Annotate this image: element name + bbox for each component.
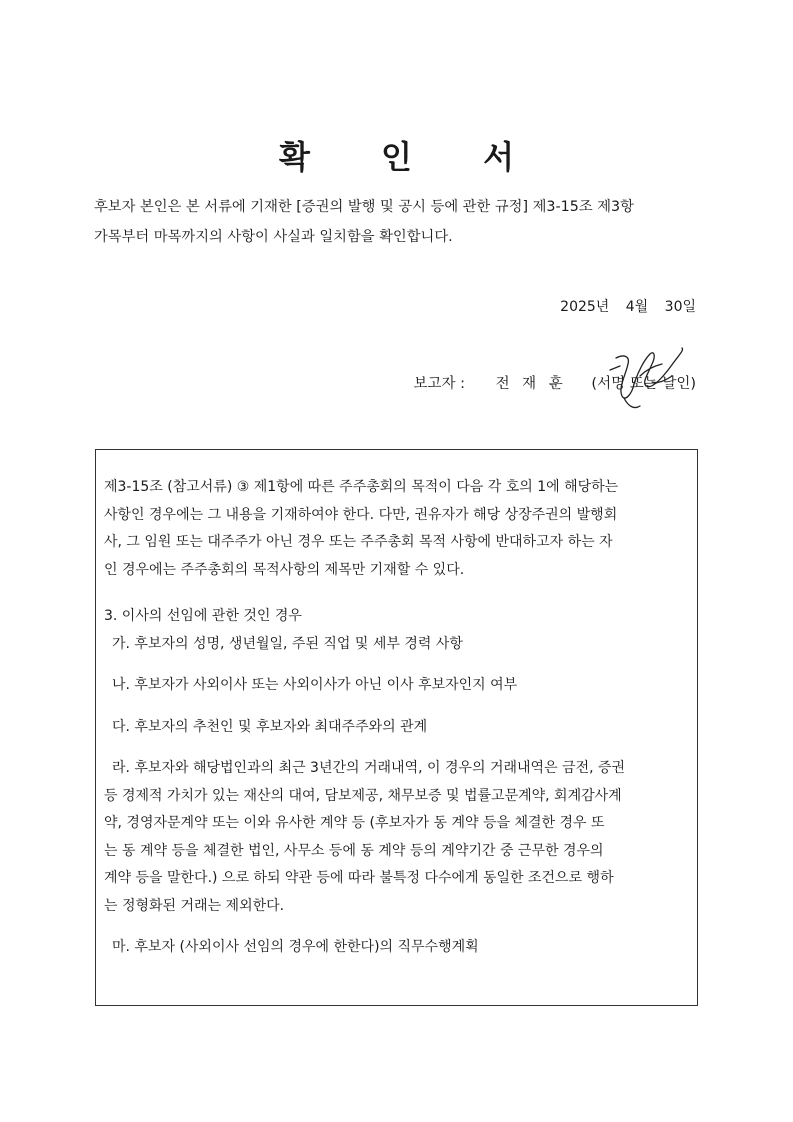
section-heading: 3. 이사의 선임에 관한 것인 경우: [104, 608, 302, 624]
document-date: [556, 296, 696, 316]
list-item-ra-cont: 는 정형화된 거래는 제외한다.: [104, 897, 285, 914]
list-item-na: 나. 후보자가 사외이사 또는 사외이사가 아닌 이사 후보자인지 여부: [112, 677, 518, 693]
list-item-ra-cont: 등 경제적 가치가 있는 재산의 대여, 담보제공, 채무보증 및 법률고문계약, 회계감사계: [104, 787, 622, 804]
regulation-line: 사항인 경우에는 그 내용을 기재하여야 한다. 다만, 권유자가 해당 상장주권의 발행회: [104, 506, 618, 523]
list-item-ra-cont: 계약 등을 말한다.) 으로 하되 약관 등에 따라 불특정 다수에게 동일한 조건으로 행하: [104, 870, 614, 886]
reporter-label: 보고자 :: [413, 376, 465, 392]
sign-note: (서명 또는 날인): [591, 376, 696, 392]
reference-regulation-box: [95, 449, 698, 1006]
date-year: 2025년: [560, 299, 610, 315]
list-item-ma: 마. 후보자 (사외이사 선임의 경우에 한한다)의 직무수행계획: [112, 939, 479, 955]
statement-line: 가목부터 마목까지의 사항이 사실과 일치함을 확인합니다.: [94, 229, 453, 245]
list-item-ga: 가. 후보자의 성명, 생년월일, 주된 직업 및 세부 경력 사항: [112, 635, 463, 652]
list-item-ra-cont: 약, 경영자문계약 또는 이와 유사한 계약 등 (후보자가 동 계약 등을 체결한 경우 또: [104, 815, 605, 831]
list-item-ra: 라. 후보자와 해당법인과의 최근 3년간의 거래내역, 이 경우의 거래내역은 금전, 증권: [112, 760, 626, 776]
reference-text: [104, 474, 690, 962]
confirmation-statement: [94, 192, 698, 252]
statement-line: 후보자 본인은 본 서류에 기재한 [증권의 발행 및 공시 등에 관한 규정] 제3-15조 제3항: [94, 199, 634, 215]
regulation-line: 사, 그 임원 또는 대주주가 아닌 경우 또는 주주총회 목적 사항에 반대하고자 하는 자: [104, 534, 613, 550]
handwritten-signature: [594, 336, 694, 416]
reporter-name: 전 재 훈: [495, 376, 567, 392]
date-day: 30일: [664, 299, 696, 315]
regulation-line: 인 경우에는 주주총회의 목적사항의 제목만 기재할 수 있다.: [104, 561, 465, 578]
list-item-da: 다. 후보자의 추천인 및 후보자와 최대주주와의 관계: [112, 718, 428, 735]
regulation-line: 제3-15조 (참고서류) ③ 제1항에 따른 주주총회의 목적이 다음 각 호의 1에 해당하는: [104, 479, 619, 495]
document-title: 확 인 서: [278, 138, 545, 176]
list-item-ra-cont: 는 동 계약 등을 체결한 법인, 사무소 등에 동 계약 등의 계약기간 중 근무한 경우의: [104, 842, 604, 859]
date-month: 4월: [625, 299, 649, 315]
